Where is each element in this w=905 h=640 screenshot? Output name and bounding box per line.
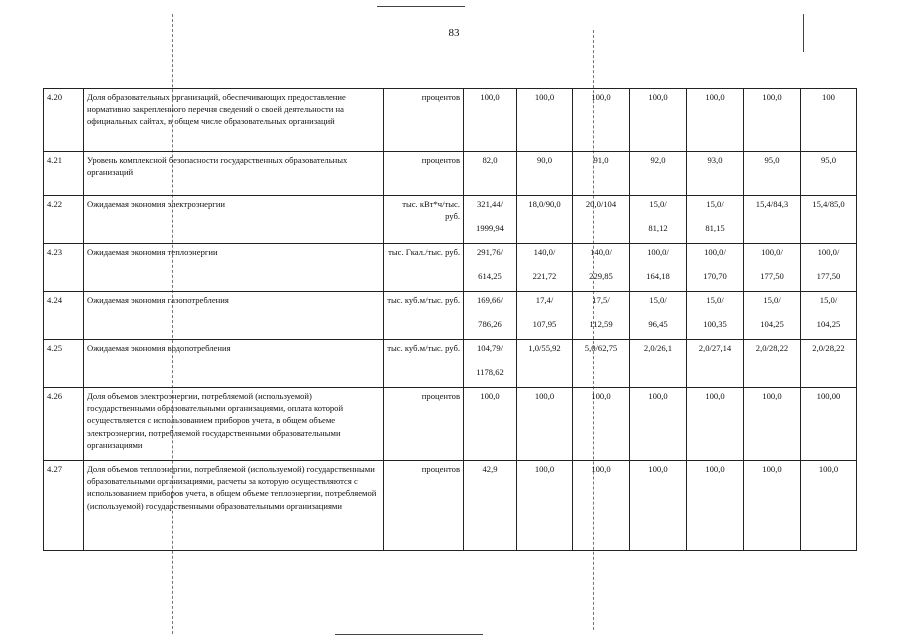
unit-of-measure: тыс. кВт*ч/тыс. руб. [384, 196, 464, 244]
value-cell [630, 388, 687, 461]
value-text: 100,0 [534, 391, 555, 401]
value-text: 100,0 [480, 92, 500, 102]
value-text: 95,0 [764, 155, 780, 165]
value-cell [744, 244, 801, 292]
value-cell [801, 388, 857, 461]
value-cell [464, 152, 517, 196]
value-text: 100,0 [534, 92, 555, 102]
value-text: 17,5/ [592, 295, 610, 305]
value-cell [517, 388, 573, 461]
value-cell [464, 196, 517, 244]
value-text: 112,59 [589, 319, 613, 330]
value-text: 15,0/ [649, 199, 667, 209]
value-text: 107,95 [532, 319, 557, 330]
value-text: 104,25 [760, 319, 784, 330]
unit-of-measure: тыс. куб.м/тыс. руб. [384, 340, 464, 388]
value-cell [744, 89, 801, 152]
value-text: 15,0/ [819, 295, 838, 305]
value-cell [801, 244, 857, 292]
value-cell [630, 292, 687, 340]
value-cell [630, 461, 687, 551]
value-text: 91,0 [593, 155, 609, 165]
value-cell [573, 388, 630, 461]
value-cell [801, 461, 857, 551]
value-text: 100,0 [818, 464, 839, 474]
value-text: 100,0/ [704, 247, 726, 257]
value-text: 15,0/ [649, 295, 667, 305]
value-text: 100,0 [762, 464, 782, 474]
indicator-number: 4.21 [44, 152, 84, 196]
value-text: 82,0 [482, 155, 498, 165]
unit-of-measure: процентов [384, 152, 464, 196]
value-cell [464, 340, 517, 388]
indicator-name: Ожидаемая экономия газопотребления [84, 292, 384, 340]
value-text: 42,9 [482, 464, 498, 474]
value-cell [464, 244, 517, 292]
value-text: 100,0 [534, 464, 555, 474]
value-text: 291,76/ [476, 247, 504, 257]
value-cell [687, 196, 744, 244]
indicator-name: Ожидаемая экономия электроэнергии [84, 196, 384, 244]
value-text: 229,85 [589, 271, 613, 282]
value-text: 95,0 [820, 155, 837, 165]
value-text: 100,0 [648, 92, 668, 102]
unit-of-measure: тыс. куб.м/тыс. руб. [384, 292, 464, 340]
value-text: 20,0/104 [585, 199, 617, 209]
value-text: 140,0/ [533, 247, 556, 257]
value-text: 100,0 [591, 464, 611, 474]
indicator-name: Доля образовательных организаций, обеспечивающих предоставление нормативно закрепленного перечня сведений о своей деятельности на официальных сайтах, в общем числе образовательных организаций [84, 89, 384, 152]
value-text: 177,50 [760, 271, 784, 282]
table-row [44, 388, 857, 461]
value-cell [464, 89, 517, 152]
value-text: 104,25 [816, 319, 841, 330]
value-cell [687, 89, 744, 152]
value-text: 5,0/62,75 [584, 343, 618, 353]
value-text: 100,0 [480, 391, 500, 401]
value-text: 100,35 [703, 319, 727, 330]
value-text: 15,0/ [763, 295, 781, 305]
value-cell [687, 340, 744, 388]
value-cell [573, 340, 630, 388]
value-cell [630, 244, 687, 292]
value-text: 170,70 [703, 271, 727, 282]
value-cell [573, 89, 630, 152]
value-cell [687, 244, 744, 292]
value-cell [687, 388, 744, 461]
value-cell [744, 388, 801, 461]
value-cell [464, 388, 517, 461]
table-row [44, 292, 857, 340]
value-cell [687, 292, 744, 340]
value-cell [744, 461, 801, 551]
indicator-number: 4.26 [44, 388, 84, 461]
scan-artifact-top [377, 6, 465, 7]
value-text: 100,0 [762, 391, 782, 401]
value-text: 100,0 [591, 92, 611, 102]
value-text: 169,66/ [476, 295, 504, 305]
unit-of-measure: процентов [384, 461, 464, 551]
value-cell [801, 340, 857, 388]
value-cell [517, 292, 573, 340]
value-text: 90,0 [536, 155, 553, 165]
table-row [44, 461, 857, 551]
value-text: 100,0/ [817, 247, 840, 257]
value-text: 96,45 [648, 319, 668, 330]
value-text: 18,0/90,0 [528, 199, 561, 209]
indicator-name: Уровень комплексной безопасности государственных образовательных организаций [84, 152, 384, 196]
value-cell [744, 340, 801, 388]
indicator-number: 4.23 [44, 244, 84, 292]
value-text: 2,0/26,1 [643, 343, 673, 353]
indicator-number: 4.25 [44, 340, 84, 388]
unit-of-measure: процентов [384, 89, 464, 152]
value-text: 177,50 [816, 271, 841, 282]
value-text: 1999,94 [476, 223, 504, 234]
value-cell [687, 152, 744, 196]
scan-artifact-bottom [335, 634, 483, 635]
value-cell [517, 196, 573, 244]
value-cell [801, 196, 857, 244]
indicator-name: Ожидаемая экономия теплоэнергии [84, 244, 384, 292]
value-text: 100,0 [591, 391, 611, 401]
value-text: 81,15 [705, 223, 725, 234]
table-row [44, 152, 857, 196]
value-text: 2,0/27,14 [698, 343, 732, 353]
value-cell [573, 196, 630, 244]
value-cell [630, 340, 687, 388]
unit-of-measure: процентов [384, 388, 464, 461]
value-text: 100,0 [648, 464, 668, 474]
value-text: 15,0/ [706, 295, 724, 305]
value-text: 1,0/55,92 [528, 343, 561, 353]
value-text: 2,0/28,22 [812, 343, 845, 353]
indicator-name: Доля объемов электроэнергии, потребляемой (используемой) государственными образовательными организациями, оплата которой осуществляется с использованием приборов учета, в общем объеме электроэнергии, потребляемой государственными образовательными организациями [84, 388, 384, 461]
value-text: 93,0 [707, 155, 723, 165]
value-text: 100,0 [705, 92, 725, 102]
value-text: 100,0/ [647, 247, 669, 257]
value-text: 100,0/ [761, 247, 783, 257]
value-cell [801, 89, 857, 152]
value-text: 321,44/ [476, 199, 504, 209]
indicator-number: 4.27 [44, 461, 84, 551]
value-cell [464, 461, 517, 551]
indicator-name: Ожидаемая экономия водопотребления [84, 340, 384, 388]
value-cell [744, 196, 801, 244]
value-text: 100 [822, 92, 835, 102]
value-text: 100,0 [705, 391, 725, 401]
value-text: 15,0/ [706, 199, 724, 209]
value-text: 100,0 [762, 92, 782, 102]
value-cell [517, 152, 573, 196]
value-cell [801, 292, 857, 340]
value-text: 104,79/ [476, 343, 504, 353]
table-row [44, 89, 857, 152]
value-cell [744, 292, 801, 340]
value-cell [517, 340, 573, 388]
value-cell [630, 89, 687, 152]
value-cell [517, 89, 573, 152]
value-cell [573, 292, 630, 340]
page-number: 83 [448, 27, 460, 39]
value-cell [517, 244, 573, 292]
value-text: 100,0 [705, 464, 725, 474]
indicator-number: 4.20 [44, 89, 84, 152]
value-text: 786,26 [478, 319, 502, 330]
indicator-number: 4.24 [44, 292, 84, 340]
value-cell [573, 461, 630, 551]
value-text: 614,25 [478, 271, 502, 282]
value-text: 221,72 [532, 271, 557, 282]
value-text: 140,0/ [590, 247, 612, 257]
table-row [44, 244, 857, 292]
value-text: 1178,62 [476, 367, 504, 378]
value-cell [464, 292, 517, 340]
value-text: 15,4/84,3 [755, 199, 789, 209]
value-cell [630, 152, 687, 196]
value-text: 164,18 [646, 271, 670, 282]
value-text: 100,0 [648, 391, 668, 401]
value-cell [573, 244, 630, 292]
table-row [44, 340, 857, 388]
value-cell [517, 461, 573, 551]
value-cell [687, 461, 744, 551]
value-text: 2,0/28,22 [755, 343, 789, 353]
indicators-table [43, 88, 857, 551]
value-text: 100,00 [816, 391, 841, 401]
value-cell [744, 152, 801, 196]
value-cell [573, 152, 630, 196]
value-text: 17,4/ [535, 295, 554, 305]
value-cell [801, 152, 857, 196]
value-text: 92,0 [650, 155, 666, 165]
table-row [44, 196, 857, 244]
value-text: 15,4/85,0 [812, 199, 845, 209]
scan-artifact-right [803, 14, 804, 52]
indicator-number: 4.22 [44, 196, 84, 244]
indicator-name: Доля объемов теплоэнергии, потребляемой (используемой) государственными образовательными организациями, расчеты за которую осуществляются с использованием приборов учета, в общем объеме теплоэнергии, потребляемой (используемой) государственными образовательными организациями [84, 461, 384, 551]
value-text: 81,12 [648, 223, 668, 234]
value-cell [630, 196, 687, 244]
unit-of-measure: тыс. Гкал./тыс. руб. [384, 244, 464, 292]
